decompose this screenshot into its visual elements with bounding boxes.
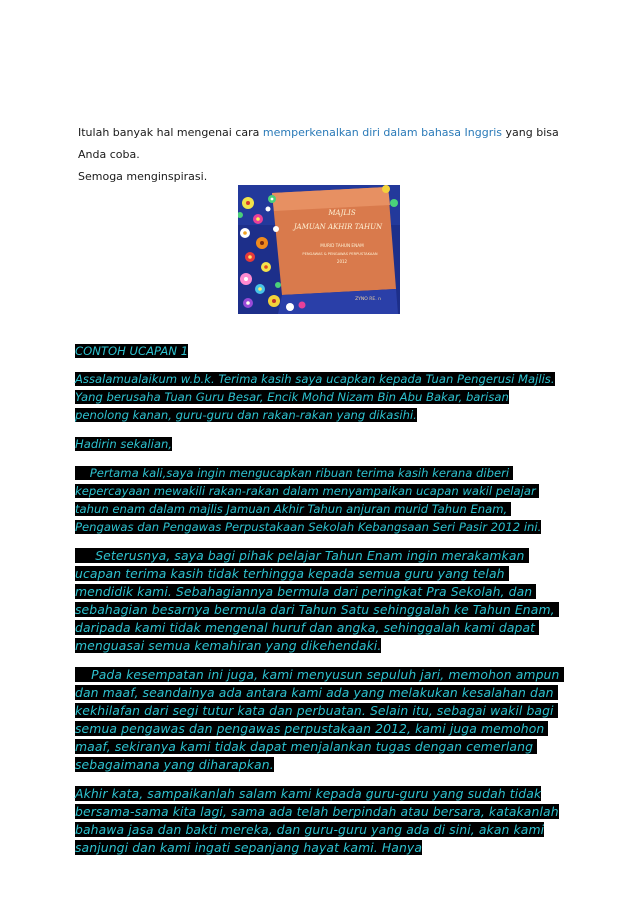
intro-line-2: Semoga menginspirasi.: [78, 170, 208, 183]
speech-hadirin: Hadirin sekalian,: [75, 437, 172, 451]
speech-greeting: Assalamualaikum w.b.k. Terima kasih saya ucapkan kepada Tuan Pengerusi Majlis. Yang berusaha Tuan Guru Besar, Encik Mohd Nizam Bin Abu Bakar, barisan penolong kanan, guru-guru dan rakan-rakan yang dikasihi.: [75, 372, 555, 422]
speech-text: [75, 342, 565, 857]
speech-paragraph-1: Pertama kali,saya ingin mengucapkan ribuan terima kasih kerana diberi kepercayaan mewakili rakan-rakan dalam menyampaikan ucapan wakil pelajar tahun enam dalam majlis Jamuan Akhir Tahun anjuran murid Tahun Enam, Pengawas dan Pengawas Perpustakaan Sekolah Kebangsaan Seri Pasir 2012 ini.: [75, 466, 542, 534]
speech-heading: CONTOH UCAPAN 1: [75, 344, 189, 358]
intro-link[interactable]: memperkenalkan diri dalam bahasa Inggris: [262, 126, 503, 139]
banner-line-1: MAJLIS: [328, 209, 356, 217]
banner-line-4: PENGAWAS & PENGAWAS PERPUSTAKAAN: [302, 252, 378, 256]
intro-line-1: [78, 122, 568, 166]
speech-paragraph-4: Akhir kata, sampaikanlah salam kami kepada guru-guru yang sudah tidak bersama-sama kita lagi, sama ada telah berpindah atau bersara, katakanlah bahawa jasa dan bakti mereka, dan guru-guru yang ada di sini, akan kami sanjungi dan kami ingati sepanjang hayat kami. Hanya: [75, 786, 559, 855]
intro-text-after: yang bisa Anda coba.: [78, 126, 559, 161]
banner-line-5: 2012: [336, 259, 348, 264]
intro-text-before: Itulah banyak hal mengenai cara: [78, 126, 263, 139]
speech-paragraph-3: Pada kesempatan ini juga, kami menyusun sepuluh jari, memohon ampun dan maaf, seandainya ada antara kami ada yang melakukan kesalahan dan kekhilafan dari segi tutur kata dan perbuatan. Selain itu, sebagai wakil bagi semua pengawas dan pengawas perpustakaan 2012, kami juga memohon maaf, sekiranya kami tidak dapat menjalankan tugas dengan cemerlang sebagaimana yang diharapkan.: [75, 667, 564, 772]
speech-paragraph-2: Seterusnya, saya bagi pihak pelajar Tahun Enam ingin merakamkan ucapan terima kasih tidak terhingga kepada semua guru yang telah mendidik kami. Sebahagiannya bermula dari peringkat Pra Sekolah, dan sebahagian besarnya bermula dari Tahun Satu sehinggalah ke Tahun Enam, daripada kami tidak mengenal huruf dan angka, sehinggalah kami dapat menguasai semua kemahiran yang dikehendaki.: [75, 548, 559, 653]
photo-corner-text: ZYNO RE. n: [355, 297, 381, 302]
intro-text: [78, 122, 568, 188]
banner-line-3: MURID TAHUN ENAM: [320, 243, 364, 248]
event-photo: [238, 185, 400, 314]
banner-line-2: JAMUAN AKHIR TAHUN: [293, 223, 383, 231]
